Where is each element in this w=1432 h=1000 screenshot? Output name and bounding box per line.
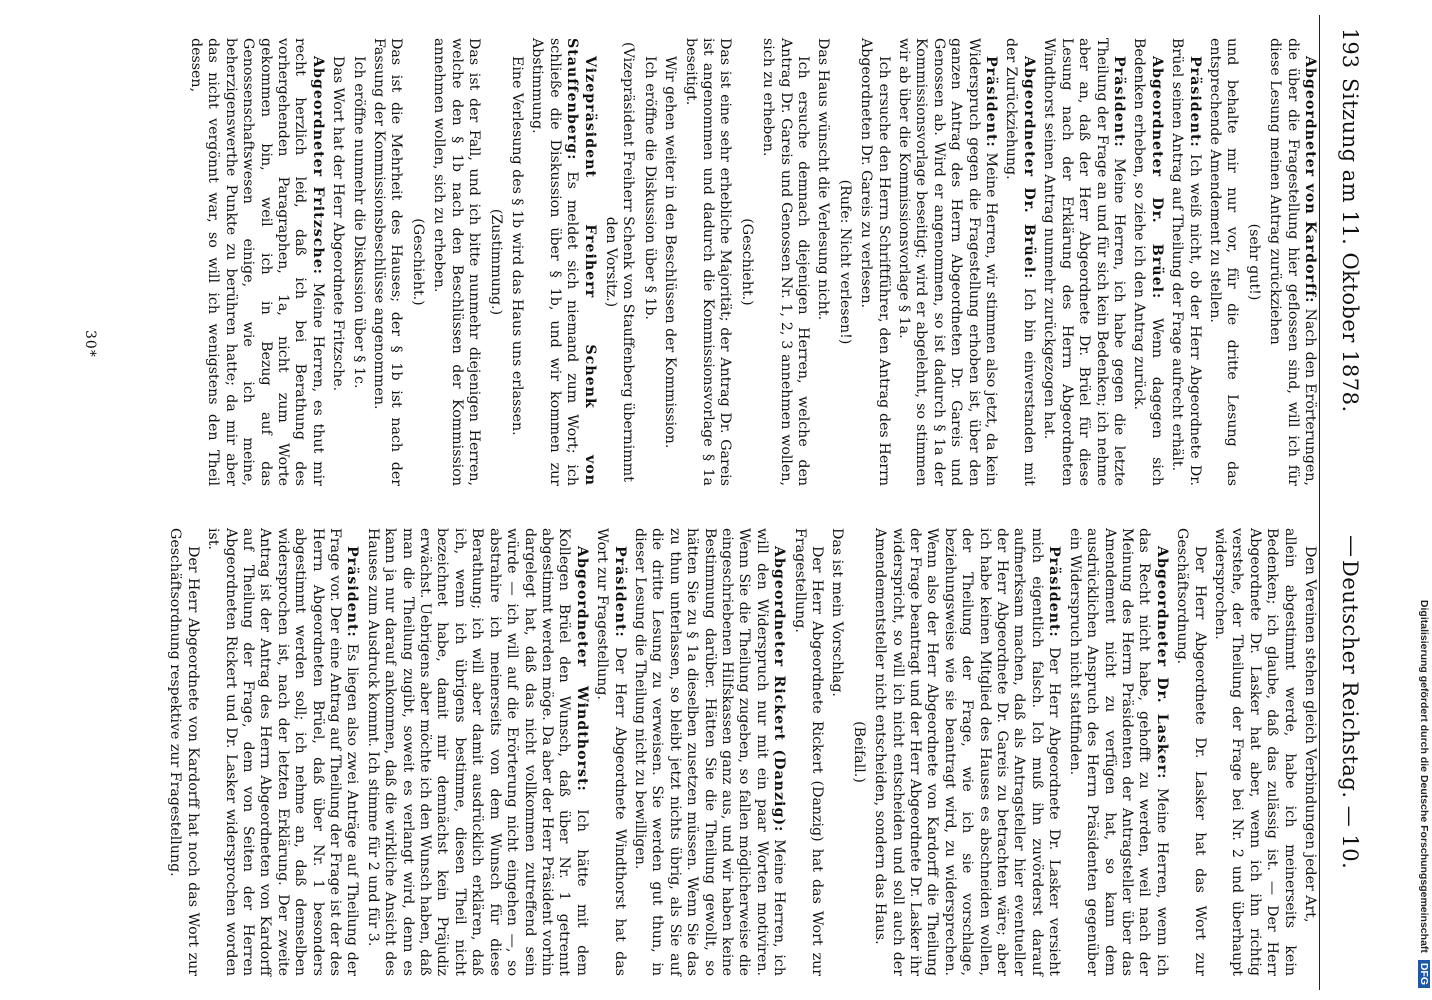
speaker-name: Abgeordneter Dr. Lasker:: [1153, 546, 1170, 780]
paragraph-text: Der Herr Abgeordnete Windthorst hat das Wort zur Fragestellung.: [594, 528, 628, 976]
speaker-name: Vizepräsident Freiherr Schenk von Stauffenberg:: [564, 38, 598, 486]
paragraph-text: Der Herr Abgeordnete Dr. Lasker hat das Wort zur Geschäftsordnung.: [1174, 528, 1208, 976]
paragraph-text: Meine Herren, ich habe gegen die letzte Theilung der Frage an und für sich kein Bedenken; ich nehme aber an, daß der Herr Abgeordnete Dr. Brüel für diese Lesung nach der Erklärung des Herrn Abgeordneten Windthorst seinen Antrag nunmehr zurückgezogen hat.: [1041, 38, 1127, 486]
paragraph-text: Der Herr Abgeordnete von Kardorff hat noch das Wort zur Geschäftsordnung respektive zur Fragestellung.: [167, 528, 201, 976]
paragraph-text: Das ist die Mehrheit des Hauses; der § 1b ist nach der Fassung der Kommissionsbeschlüsse angenommen.: [371, 38, 405, 486]
header-separator: —: [1339, 535, 1364, 557]
stage-direction: (Rufe: Nicht verlesen!): [836, 179, 853, 345]
paragraph: [329, 38, 346, 486]
speaker-name: Präsident:: [1186, 56, 1203, 148]
paragraph: [759, 38, 811, 486]
paragraph: [1065, 528, 1169, 976]
paragraph: [681, 38, 733, 486]
text-column-1: [184, 38, 1318, 486]
paragraph: [1040, 38, 1127, 486]
stage-direction: (sehr gut!): [1245, 223, 1262, 301]
speaker-name: Präsident:: [1110, 56, 1127, 148]
watermark-text: Digitalisierung gefördert durch die Deutsche Forschungsgemeinschaft: [1418, 599, 1430, 953]
stage-direction: (Vizepräsident Freiherr Schenk von Stauffenberg übernimmt den Vorsitz.): [602, 42, 637, 482]
paragraph-text: Es meldet sich niemand zum Wort; ich schließe die Diskussion über § 1b, und wir kommen zur Abstimmung.: [529, 38, 581, 486]
paragraph-text: Meine Herren, wir stimmen also jetzt, da kein Widerspruch gegen die Fragestellung erhoben ist, über den ganzen Antrag des Herrn Abgeordneten Dr. Gareis und Genossen ab. Wird er angenommen, so ist dadurch § 1a der Kommissionsvorlage beseitigt; wird er abgelehnt, so stimmen wir ab über die Kommissionsvorlage § 1a.: [896, 38, 1000, 486]
stage-direction: (Beifall.): [850, 721, 867, 783]
paragraph: [1168, 38, 1203, 486]
paragraph: [790, 528, 825, 976]
paragraph: [640, 38, 657, 486]
paragraph-text: Ich eröffne die Diskussion über § 1b.: [641, 56, 658, 320]
paragraph-text: Ich ersuche den Herrn Schriftführer, den Antrag des Herrn Abgeordneten Dr. Gareis zu verlesen.: [858, 38, 892, 486]
paragraph-text: Das ist mein Vorschlag.: [829, 528, 846, 697]
paragraph-text: Das Haus wünscht die Verlesung nicht.: [815, 38, 832, 321]
speaker-name: Abgeordneter Rickert (Danzig):: [771, 546, 788, 833]
paragraph-text: Der Herr Abgeordnete Dr. Lasker versieht mich eigentlich falsch. Ich muß ihn zuvörderst darauf aufmerksam machen, daß als Antragsteller hier eventueller der Herr Abgeordnete Dr. Gareis zu betrachten wäre; aber ich habe keinen Mitglied des Hauses es abschneiden wollen, der Theilung der Frage, wie ich sie vorschlage, beziehungsweise wie sie beantragt wird, zu widersprechen. Wenn also der Herr Abgeordnete von Kardorff die Theilung der Frage beantragt und der Herr Abgeordnete Dr. Lasker ihr widerspricht, so will ich nicht entscheiden und soll auch der Amendementsteller nicht entscheiden, sondern das Haus.: [872, 528, 1063, 976]
paragraph: [1002, 38, 1037, 486]
page-header: [1328, 0, 1368, 1000]
paragraph-text: Ich eröffne nunmehr die Diskussion über § 1c.: [350, 56, 367, 389]
speaker-name: Abgeordneter Windthorst:: [573, 546, 590, 792]
paragraph-text: und behalte mir nur vor, für die dritte Lesung das entsprechende Amendement zu stellen.: [1206, 38, 1241, 486]
paragraph-text: Nach den Erörterungen, die über die Fragestellung hier geflossen sind, will ich für diese Lesung meinen Antrag zurückziehen: [1267, 38, 1318, 486]
paragraph-text: Eine Verlesung des § 1b wird das Haus uns erlassen.: [508, 56, 525, 436]
paragraph-text: Meine Herren, wenn ich das Recht nicht habe, gehofft zu werden, weil nach der Meinung des Herrn Präsidenten der Antragsteller über das Amendement nicht zu verfügen hat, so kann dem ausdrücklichen Anspruch des Herrn Präsidenten gegenüber ein Widerspruch nicht stattfinden.: [1066, 528, 1170, 976]
paragraph-text: Ich weiß nicht, ob der Herr Abgeordnete Dr. Brüel seinen Antrag auf Theilung der Frage aufrecht erhält.: [1169, 38, 1203, 486]
paragraph-text: Das ist eine sehr erhebliche Majorität; der Antrag Dr. Gareis ist angenommen und dadurch die Kommissionsvorlage § 1a beseitigt.: [682, 38, 734, 486]
paragraph: [1211, 528, 1298, 976]
paragraph: [1173, 528, 1208, 976]
stage-direction: (Zustimmung.): [487, 208, 504, 316]
paragraph: [1266, 38, 1318, 486]
paragraph: [1206, 38, 1241, 486]
paragraph-text: Ich hätte mit dem Kollegen Brüel den Wunsch, daß über Nr. 1 getrennt abgestimmt werden möge. Da aber der Herr Präsident vorhin dargelegt hat, daß das nicht vollkommen zutreffend sein würde — ich will auf die Erörterung nicht eingehen —, so abstrahire ich meinerseits von dem Wunsch für diese Berathung; ich will aber damit ausdrücklich erklären, daß ich, wenn ich übrigens bestimme, diesen Theil nicht bezeichnet habe, damit mir demnächst kein Präjudiz erwächst. Uebrigens aber möchte ich den Wunsch haben, daß man die Theilung zugibt, soweit es verlangt wird, denn es kann ja nur darauf ankommen, daß die wirkliche Ansicht des Hauses zum Ausdruck kommt. Ich stimme für 2 und für 3.: [364, 528, 590, 976]
paragraph: [528, 38, 598, 486]
text-column-2: [163, 528, 1318, 976]
paragraph-text: Ich bin einverstanden mit der Zurückziehung.: [1003, 38, 1037, 486]
paragraph-text: Den Vereinen stehen gleich Verbindungen jeder Art,: [1302, 546, 1318, 923]
paragraph-text: allein abgestimmt werde, habe ich meinerseits kein Bedenken; ich glaube, daß das zulässig ist. — Der Herr Abgeordnete Dr. Lasker hat aber, wenn ich ihn richtig verstehe, der Theilung der Frage bei Nr. 2 und überhaupt widersprochen.: [1211, 528, 1298, 976]
speaker-name: Abgeordneter Fritzsche:: [309, 56, 326, 275]
paragraph: [363, 528, 589, 976]
header-rule: [1319, 15, 1320, 990]
speaker-name: Abgeordneter Dr. Brüel:: [1020, 56, 1037, 280]
header-session-date: Sitzung am 11. Oktober 1878.: [1338, 78, 1362, 413]
paragraph: [1301, 528, 1318, 976]
paragraph: [871, 528, 1062, 976]
stage-direction: (Geschieht.): [409, 218, 426, 306]
speaker-name: Präsident:: [1046, 546, 1063, 638]
dfg-watermark: [1416, 8, 1430, 988]
paragraph: [187, 38, 326, 486]
paragraph: [593, 528, 628, 976]
speaker-name: Abgeordneter von Kardorff:: [1302, 56, 1318, 304]
page-number: 193: [1338, 28, 1362, 69]
paragraph-text: Das Wort hat der Herr Abgeordnete Fritzsche.: [330, 56, 347, 392]
paragraph-text: Wir gehen weiter in den Beschlüssen der Kommission.: [662, 56, 679, 449]
header-journal-title: Deutscher Reichstag. — 10.: [1338, 560, 1362, 870]
paragraph: [370, 38, 405, 486]
paragraph: [828, 528, 845, 976]
paragraph-text: Ich ersuche demnach diejenigen Herren, welche den Antrag Dr. Gareis und Genossen Nr. 1, 2, 3 annehmen wollen, sich zu erheben.: [760, 38, 812, 486]
paragraph: [895, 38, 999, 486]
paragraph-text: Der Herr Abgeordnete Rickert (Danzig) hat das Wort zur Fragestellung.: [791, 528, 826, 976]
speaker-name: Abgeordneter Dr. Brüel:: [1148, 56, 1165, 300]
paragraph: [430, 38, 482, 486]
paragraph: [166, 528, 201, 976]
paragraph-text: Meine Herren, ich will den Widerspruch nur mit ein paar Worten motiviren. Wenn Sie die Theilung zugeben, so fallen möglicherweise die eingeschriebenen Hilfskassen ganz aus, und wir haben keine Bestimmung darüber. Hätten Sie die Theilung gewollt, so hätten Sie zu § 1a dieselben zusetzen müssen. Wenn Sie das zu thun unterlassen, so bleibt jetzt nichts übrig, als Sie auf die dritte Lesung zu verweisen. Sie werden gut thun, in dieser Lesung die Theilung nicht zu bewilligen.: [631, 528, 788, 976]
paragraph: [631, 528, 788, 976]
paragraph: [204, 528, 361, 976]
signature-mark: 30*: [82, 330, 98, 358]
dfg-logo: DFG: [1418, 960, 1430, 988]
stage-direction: (Geschieht.): [738, 218, 755, 306]
paragraph-text: Meine Herren, es thut mir recht herzlich leid, daß ich bei Berathung des vorhergehenden Paragraphen, 1a, nicht zum Worte gekommen bin, weil ich in Bezug auf das Genossenschaftswesen einige, wie ich meine, beherzigenswerthe Punkte zu berühren hatte; da mir aber das nicht vergönnt war, so will ich wenigstens den Theil dessen,: [188, 38, 326, 486]
paragraph-text: Das ist der Fall, und ich bitte nunmehr diejenigen Herren, welche den § 1b nach den Beschlüssen der Kommission annehmen wollen, sich zu erheben.: [431, 38, 483, 486]
speaker-name: Präsident:: [983, 56, 1000, 148]
paragraph: [508, 38, 525, 486]
paragraph-text: Es liegen also zwei Anträge auf Theilung der Frage vor. Der eine Antrag auf Theilung der Frage ist der des Herrn Abgeordneten Brüel, daß über Nr. 1 besonders abgestimmt werden soll; ich nehme an, daß demselben widersprochen ist, nach der letzten Erklärung. Der zweite Antrag ist der Antrag des Herrn Abgeordneten von Kardorff auf Theilung der Frage, dem von Seiten der Herren Abgeordneten Rickert und Dr. Lasker widersprochen worden ist.: [205, 528, 361, 976]
paragraph: [661, 38, 678, 486]
paragraph: [349, 38, 366, 486]
paragraph: [1130, 38, 1165, 486]
paragraph: [857, 38, 892, 486]
speaker-name: Präsident:: [611, 546, 628, 638]
speaker-name: Präsident:: [344, 546, 361, 638]
paragraph: [814, 38, 831, 486]
paragraph-text: Wenn dagegen sich Bedenken erheben, so ziehe ich den Antrag zurück.: [1131, 38, 1165, 486]
